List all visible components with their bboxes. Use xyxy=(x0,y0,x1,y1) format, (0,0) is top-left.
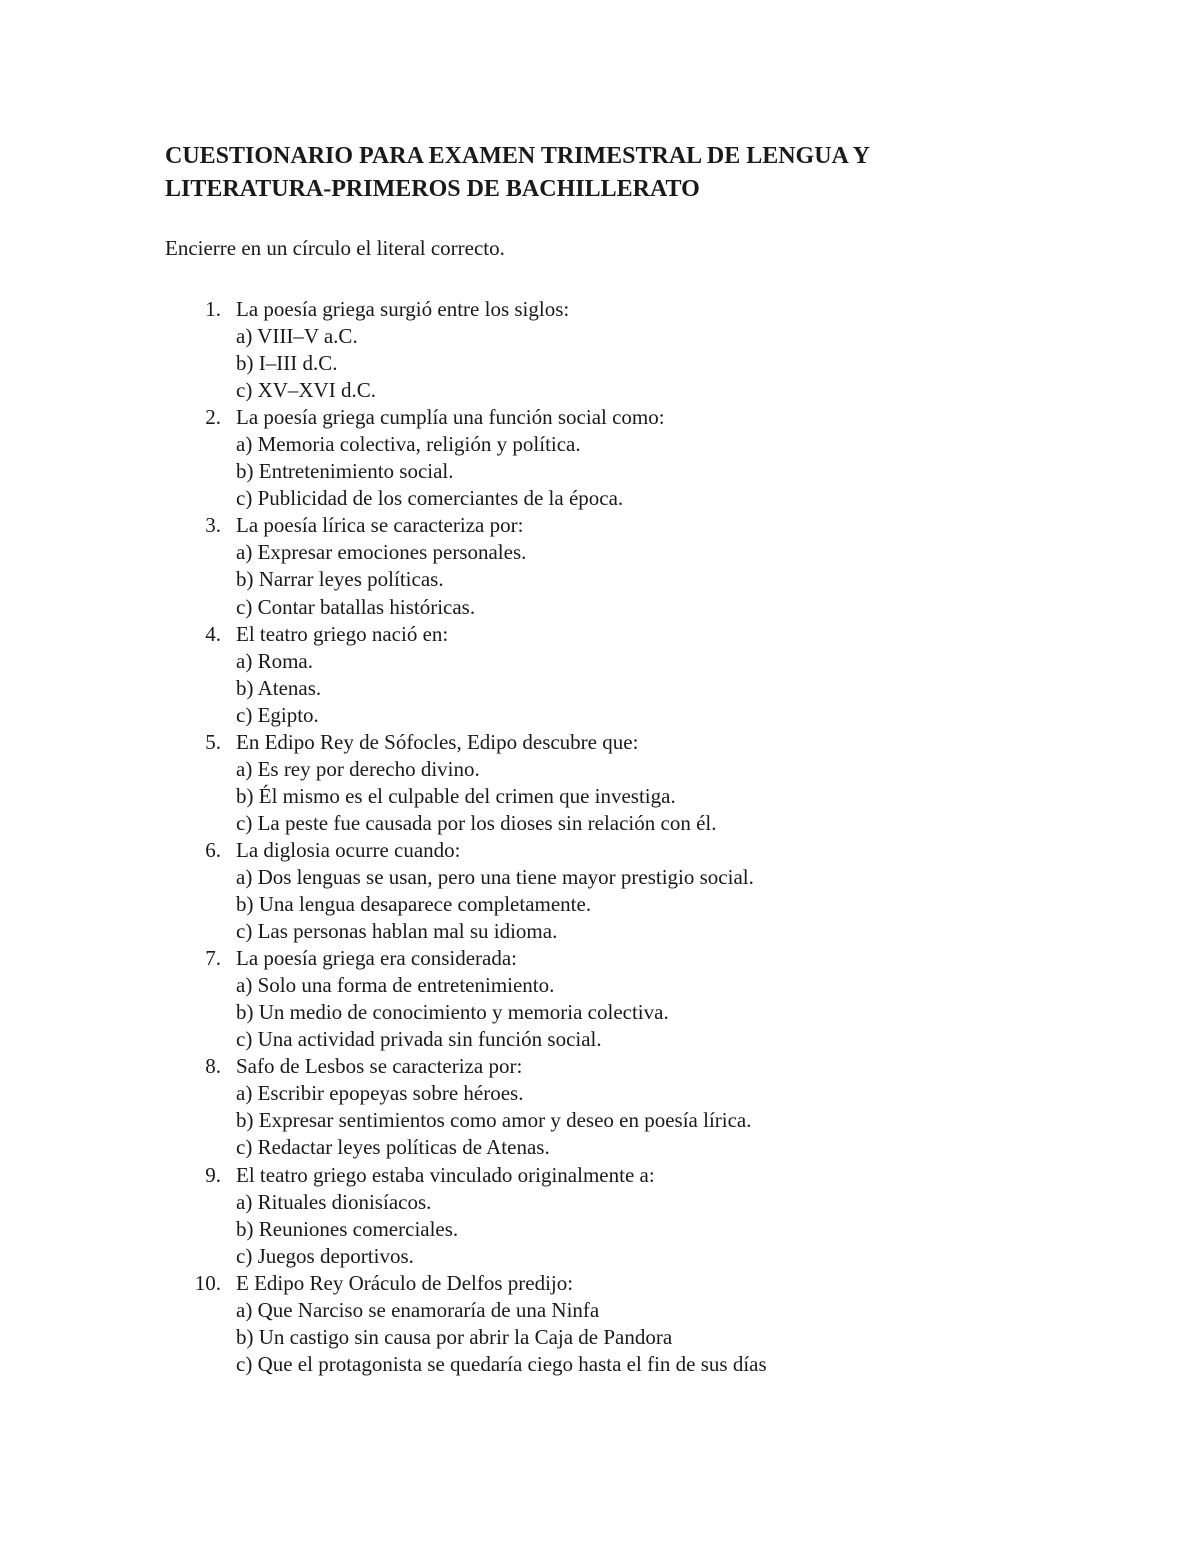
question-item xyxy=(165,945,1065,1053)
question-item xyxy=(165,404,1065,512)
answer-option: b) Un medio de conocimiento y memoria colectiva. xyxy=(236,1000,669,1025)
answer-option: b) Reuniones comerciales. xyxy=(236,1216,459,1241)
answer-option: a) Dos lenguas se usan, pero una tiene mayor prestigio social. xyxy=(236,864,754,889)
title-line-1: CUESTIONARIO PARA EXAMEN TRIMESTRAL DE LENGUA Y xyxy=(165,143,870,169)
answer-option: c) Que el protagonista se quedaría ciego hasta el fin de sus días xyxy=(236,1351,767,1376)
question-number: 5. xyxy=(205,729,221,754)
question-text: La poesía griega cumplía una función social como: xyxy=(236,405,665,430)
answer-option: b) Entretenimiento social. xyxy=(236,459,454,484)
question-text: El teatro griego estaba vinculado originalmente a: xyxy=(236,1162,655,1187)
answer-option: b) Narrar leyes políticas. xyxy=(236,567,444,592)
question-list xyxy=(165,296,1065,1378)
answer-option: c) Contar batallas históricas. xyxy=(236,594,476,619)
answer-option: a) Es rey por derecho divino. xyxy=(236,756,480,781)
question-number: 7. xyxy=(205,946,221,971)
question-number: 3. xyxy=(205,513,221,538)
question-item xyxy=(165,1053,1065,1161)
question-number: 10. xyxy=(194,1270,221,1295)
answer-option: b) Él mismo es el culpable del crimen que investiga. xyxy=(236,783,676,808)
question-item xyxy=(165,837,1065,945)
answer-option: a) Memoria colectiva, religión y política. xyxy=(236,432,581,457)
answer-option: b) Atenas. xyxy=(236,675,322,700)
answer-option: c) Egipto. xyxy=(236,702,319,727)
question-item xyxy=(165,621,1065,729)
answer-option: b) Una lengua desaparece completamente. xyxy=(236,892,592,917)
question-item xyxy=(165,1162,1065,1270)
answer-option: a) Solo una forma de entretenimiento. xyxy=(236,973,555,998)
answer-option: c) La peste fue causada por los dioses sin relación con él. xyxy=(236,810,717,835)
answer-option: b) I–III d.C. xyxy=(236,351,338,376)
answer-option: c) XV–XVI d.C. xyxy=(236,378,376,403)
title-line-2: LITERATURA-PRIMEROS DE BACHILLERATO xyxy=(165,176,700,202)
question-number: 6. xyxy=(205,837,221,862)
question-text: Safo de Lesbos se caracteriza por: xyxy=(236,1054,523,1079)
answer-option: a) Escribir epopeyas sobre héroes. xyxy=(236,1081,524,1106)
question-text: E Edipo Rey Oráculo de Delfos predijo: xyxy=(236,1270,574,1295)
question-item xyxy=(165,512,1065,620)
document-title xyxy=(165,140,1065,206)
answer-option: c) Redactar leyes políticas de Atenas. xyxy=(236,1135,550,1160)
answer-option: b) Un castigo sin causa por abrir la Caja de Pandora xyxy=(236,1324,673,1349)
question-number: 2. xyxy=(205,405,221,430)
answer-option: b) Expresar sentimientos como amor y deseo en poesía lírica. xyxy=(236,1108,752,1133)
question-text: La poesía lírica se caracteriza por: xyxy=(236,513,524,538)
answer-option: a) Rituales dionisíacos. xyxy=(236,1189,432,1214)
instruction-text: Encierre en un círculo el literal correcto. xyxy=(165,236,505,260)
answer-option: c) Juegos deportivos. xyxy=(236,1243,414,1268)
answer-option: a) Roma. xyxy=(236,648,313,673)
answer-option: c) Las personas hablan mal su idioma. xyxy=(236,919,558,944)
answer-option: a) Expresar emociones personales. xyxy=(236,540,527,565)
question-text: La poesía griega era considerada: xyxy=(236,946,518,971)
question-text: El teatro griego nació en: xyxy=(236,621,449,646)
question-text: En Edipo Rey de Sófocles, Edipo descubre que: xyxy=(236,729,639,754)
question-number: 1. xyxy=(205,297,221,321)
question-number: 9. xyxy=(205,1162,221,1187)
answer-option: c) Publicidad de los comerciantes de la época. xyxy=(236,486,624,511)
question-number: 8. xyxy=(205,1054,221,1079)
question-text: La diglosia ocurre cuando: xyxy=(236,837,461,862)
question-item xyxy=(165,296,1065,404)
document-page xyxy=(165,140,1065,1378)
answer-option: a) VIII–V a.C. xyxy=(236,324,358,349)
question-number: 4. xyxy=(205,621,221,646)
question-item xyxy=(165,729,1065,837)
question-item xyxy=(165,1270,1065,1378)
answer-option: a) Que Narciso se enamoraría de una Ninfa xyxy=(236,1297,600,1322)
answer-option: c) Una actividad privada sin función social. xyxy=(236,1027,602,1052)
question-text: La poesía griega surgió entre los siglos: xyxy=(236,297,570,321)
